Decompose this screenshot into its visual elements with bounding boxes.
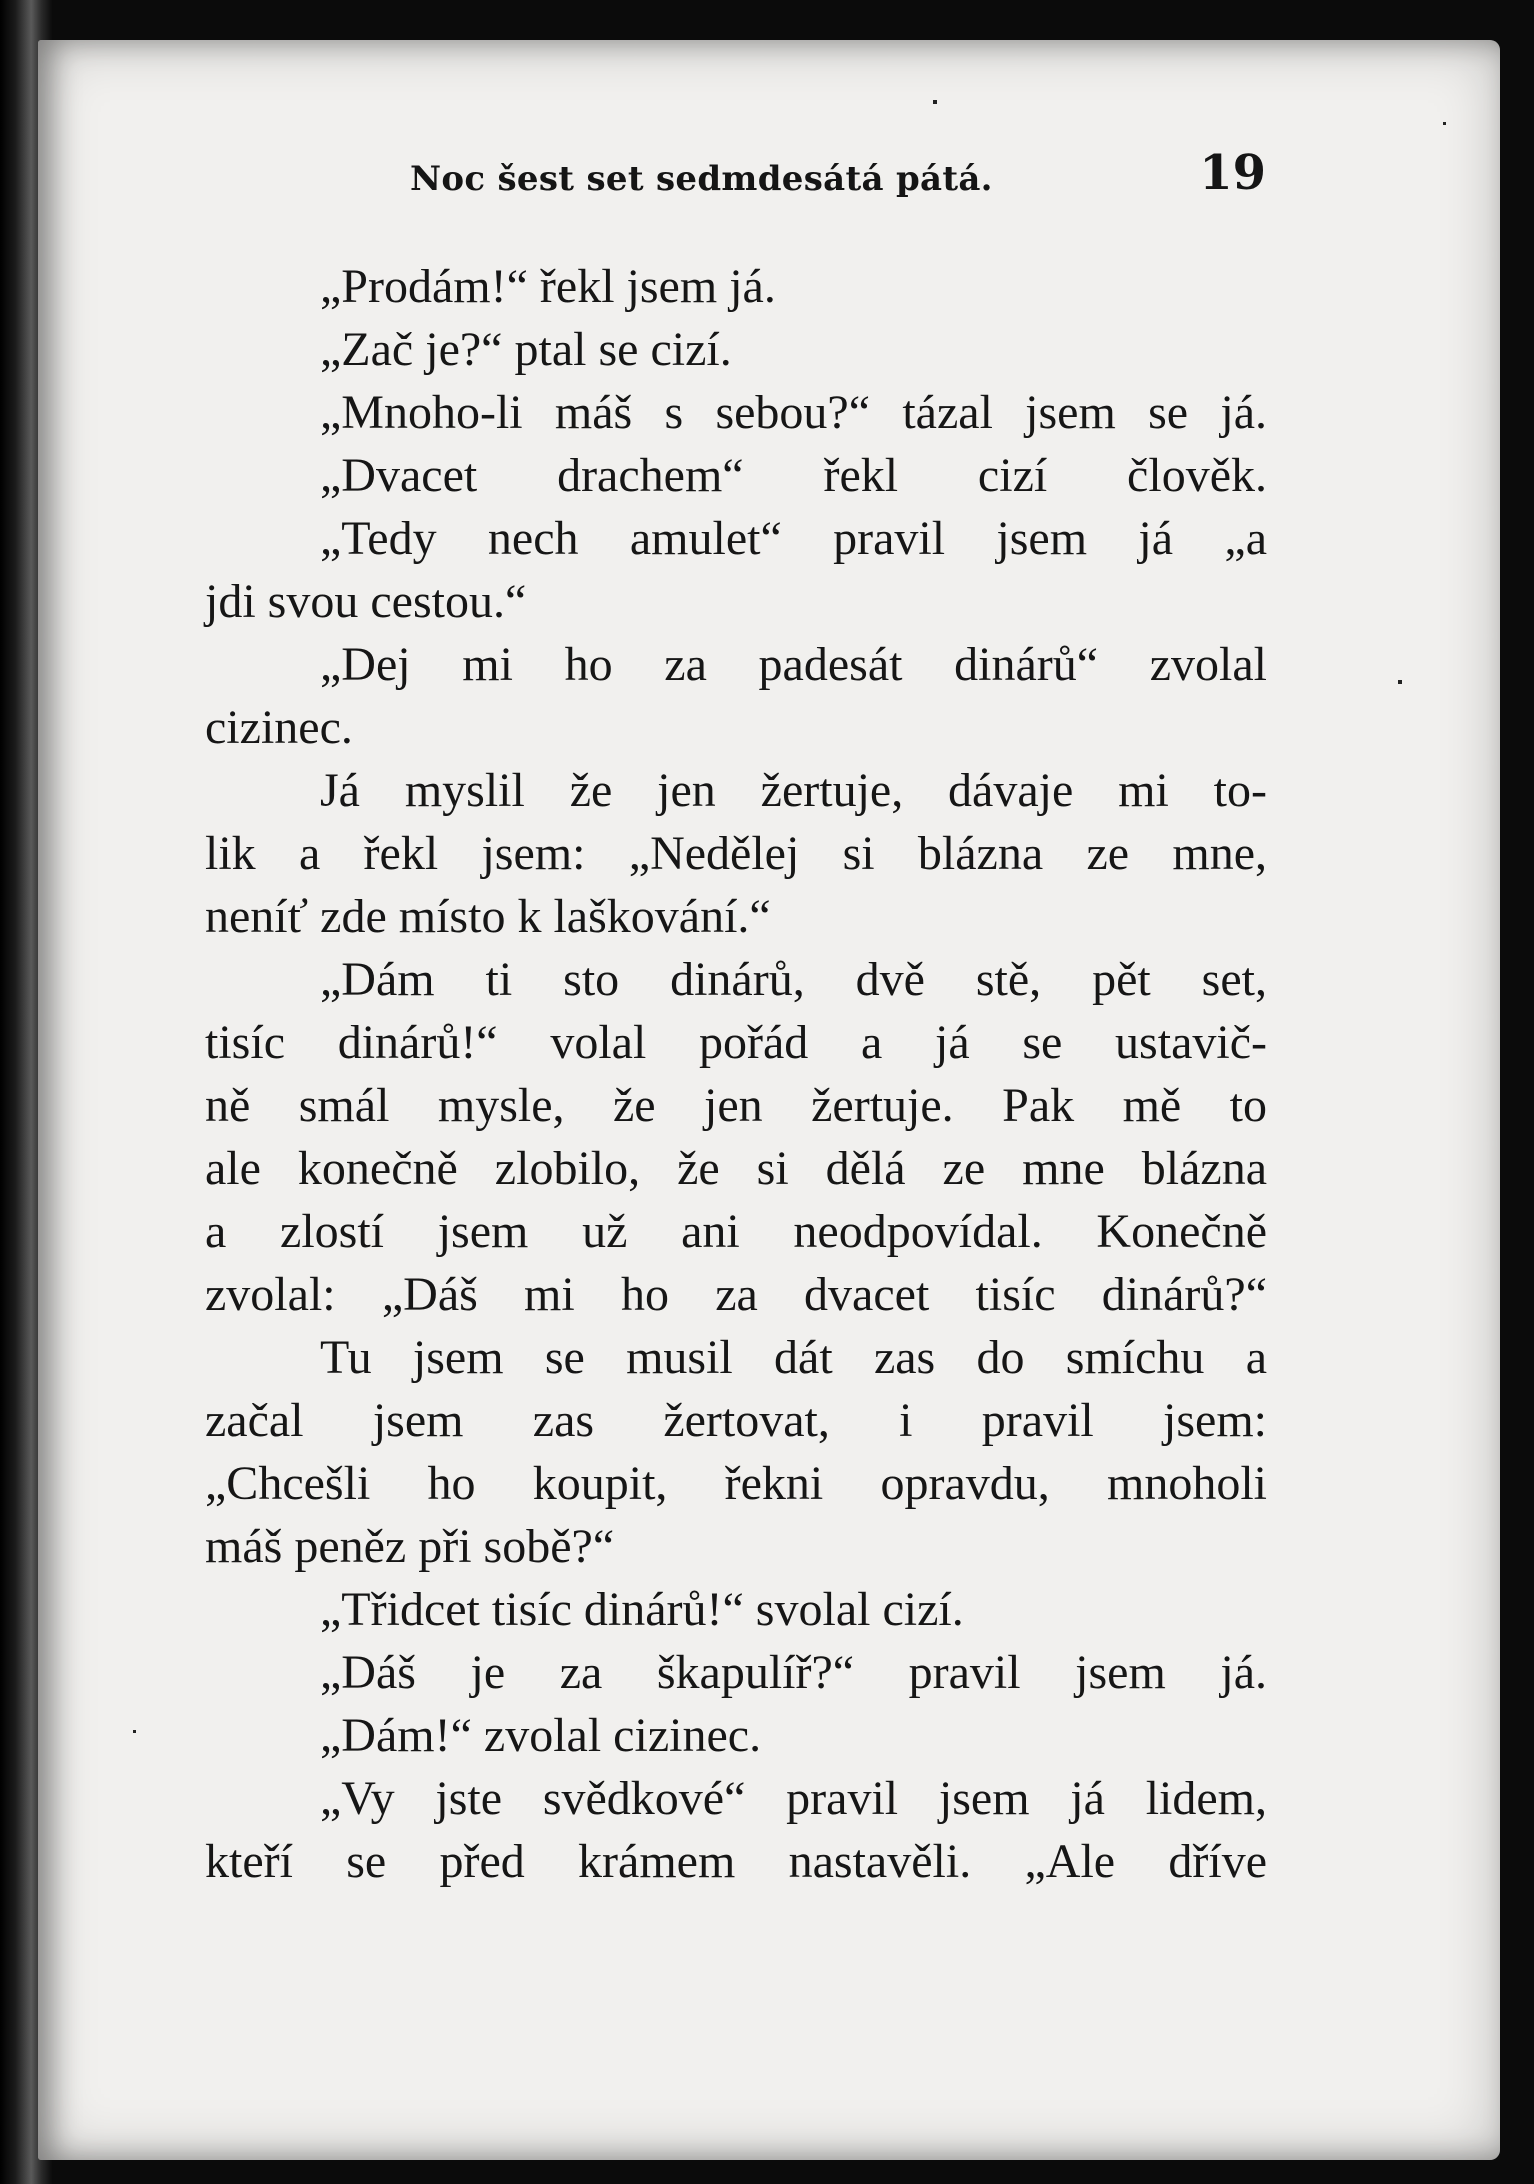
text-line: „Zač je?“ ptal se cizí. <box>320 323 732 376</box>
text-line: „Prodám!“ řekl jsem já. <box>320 260 776 313</box>
text-line: Já myslil že jen žertuje, dávaje mi to- <box>320 764 1267 817</box>
text-line: neníť zde místo k laškování.“ <box>205 890 771 943</box>
text-line: „Dej mi ho za padesát dinárů“ zvolal <box>320 638 1267 691</box>
speck <box>1443 122 1446 125</box>
text-line: „Chcešli ho koupit, řekni opravdu, mnoholi <box>205 1457 1267 1510</box>
speck <box>1398 680 1402 684</box>
text-line: zvolal: „Dáš mi ho za dvacet tisíc dinárů?“ <box>205 1268 1267 1321</box>
text-line: začal jsem zas žertovat, i pravil jsem: <box>205 1394 1267 1447</box>
text-line: „Tedy nech amulet“ pravil jsem já „a <box>320 512 1267 565</box>
text-line: ně smál mysle, že jen žertuje. Pak mě to <box>205 1079 1267 1132</box>
body-text <box>205 255 1267 1893</box>
text-line: kteří se před krámem nastavěli. „Ale dříve <box>205 1835 1267 1888</box>
text-line: jdi svou cestou.“ <box>205 575 527 628</box>
text-line: cizinec. <box>205 701 353 754</box>
text-line: Tu jsem se musil dát zas do smíchu a <box>320 1331 1267 1384</box>
page-number: 19 <box>1199 145 1266 201</box>
speck <box>133 1730 136 1733</box>
page-header <box>410 145 1266 209</box>
running-head: Noc šest set sedmdesátá pátá. <box>410 159 993 199</box>
speck <box>933 100 937 104</box>
text-line: ale konečně zlobilo, že si dělá ze mne blázna <box>205 1142 1267 1195</box>
text-line: tisíc dinárů!“ volal pořád a já se ustavič- <box>205 1016 1267 1069</box>
text-line: „Třidcet tisíc dinárů!“ svolal cizí. <box>320 1583 964 1636</box>
text-line: máš peněz při sobě?“ <box>205 1520 615 1573</box>
text-line: „Dám!“ zvolal cizinec. <box>320 1709 762 1762</box>
text-line: a zlostí jsem už ani neodpovídal. Konečně <box>205 1205 1267 1258</box>
text-line: „Vy jste svědkové“ pravil jsem já lidem, <box>320 1772 1267 1825</box>
text-line: „Mnoho-li máš s sebou?“ tázal jsem se já. <box>320 386 1267 439</box>
text-line: „Dvacet drachem“ řekl cizí člověk. <box>320 449 1267 502</box>
text-line: lik a řekl jsem: „Nedělej si blázna ze mne, <box>205 827 1267 880</box>
text-line: „Dáš je za škapulíř?“ pravil jsem já. <box>320 1646 1267 1699</box>
text-line: „Dám ti sto dinárů, dvě stě, pět set, <box>320 953 1267 1006</box>
